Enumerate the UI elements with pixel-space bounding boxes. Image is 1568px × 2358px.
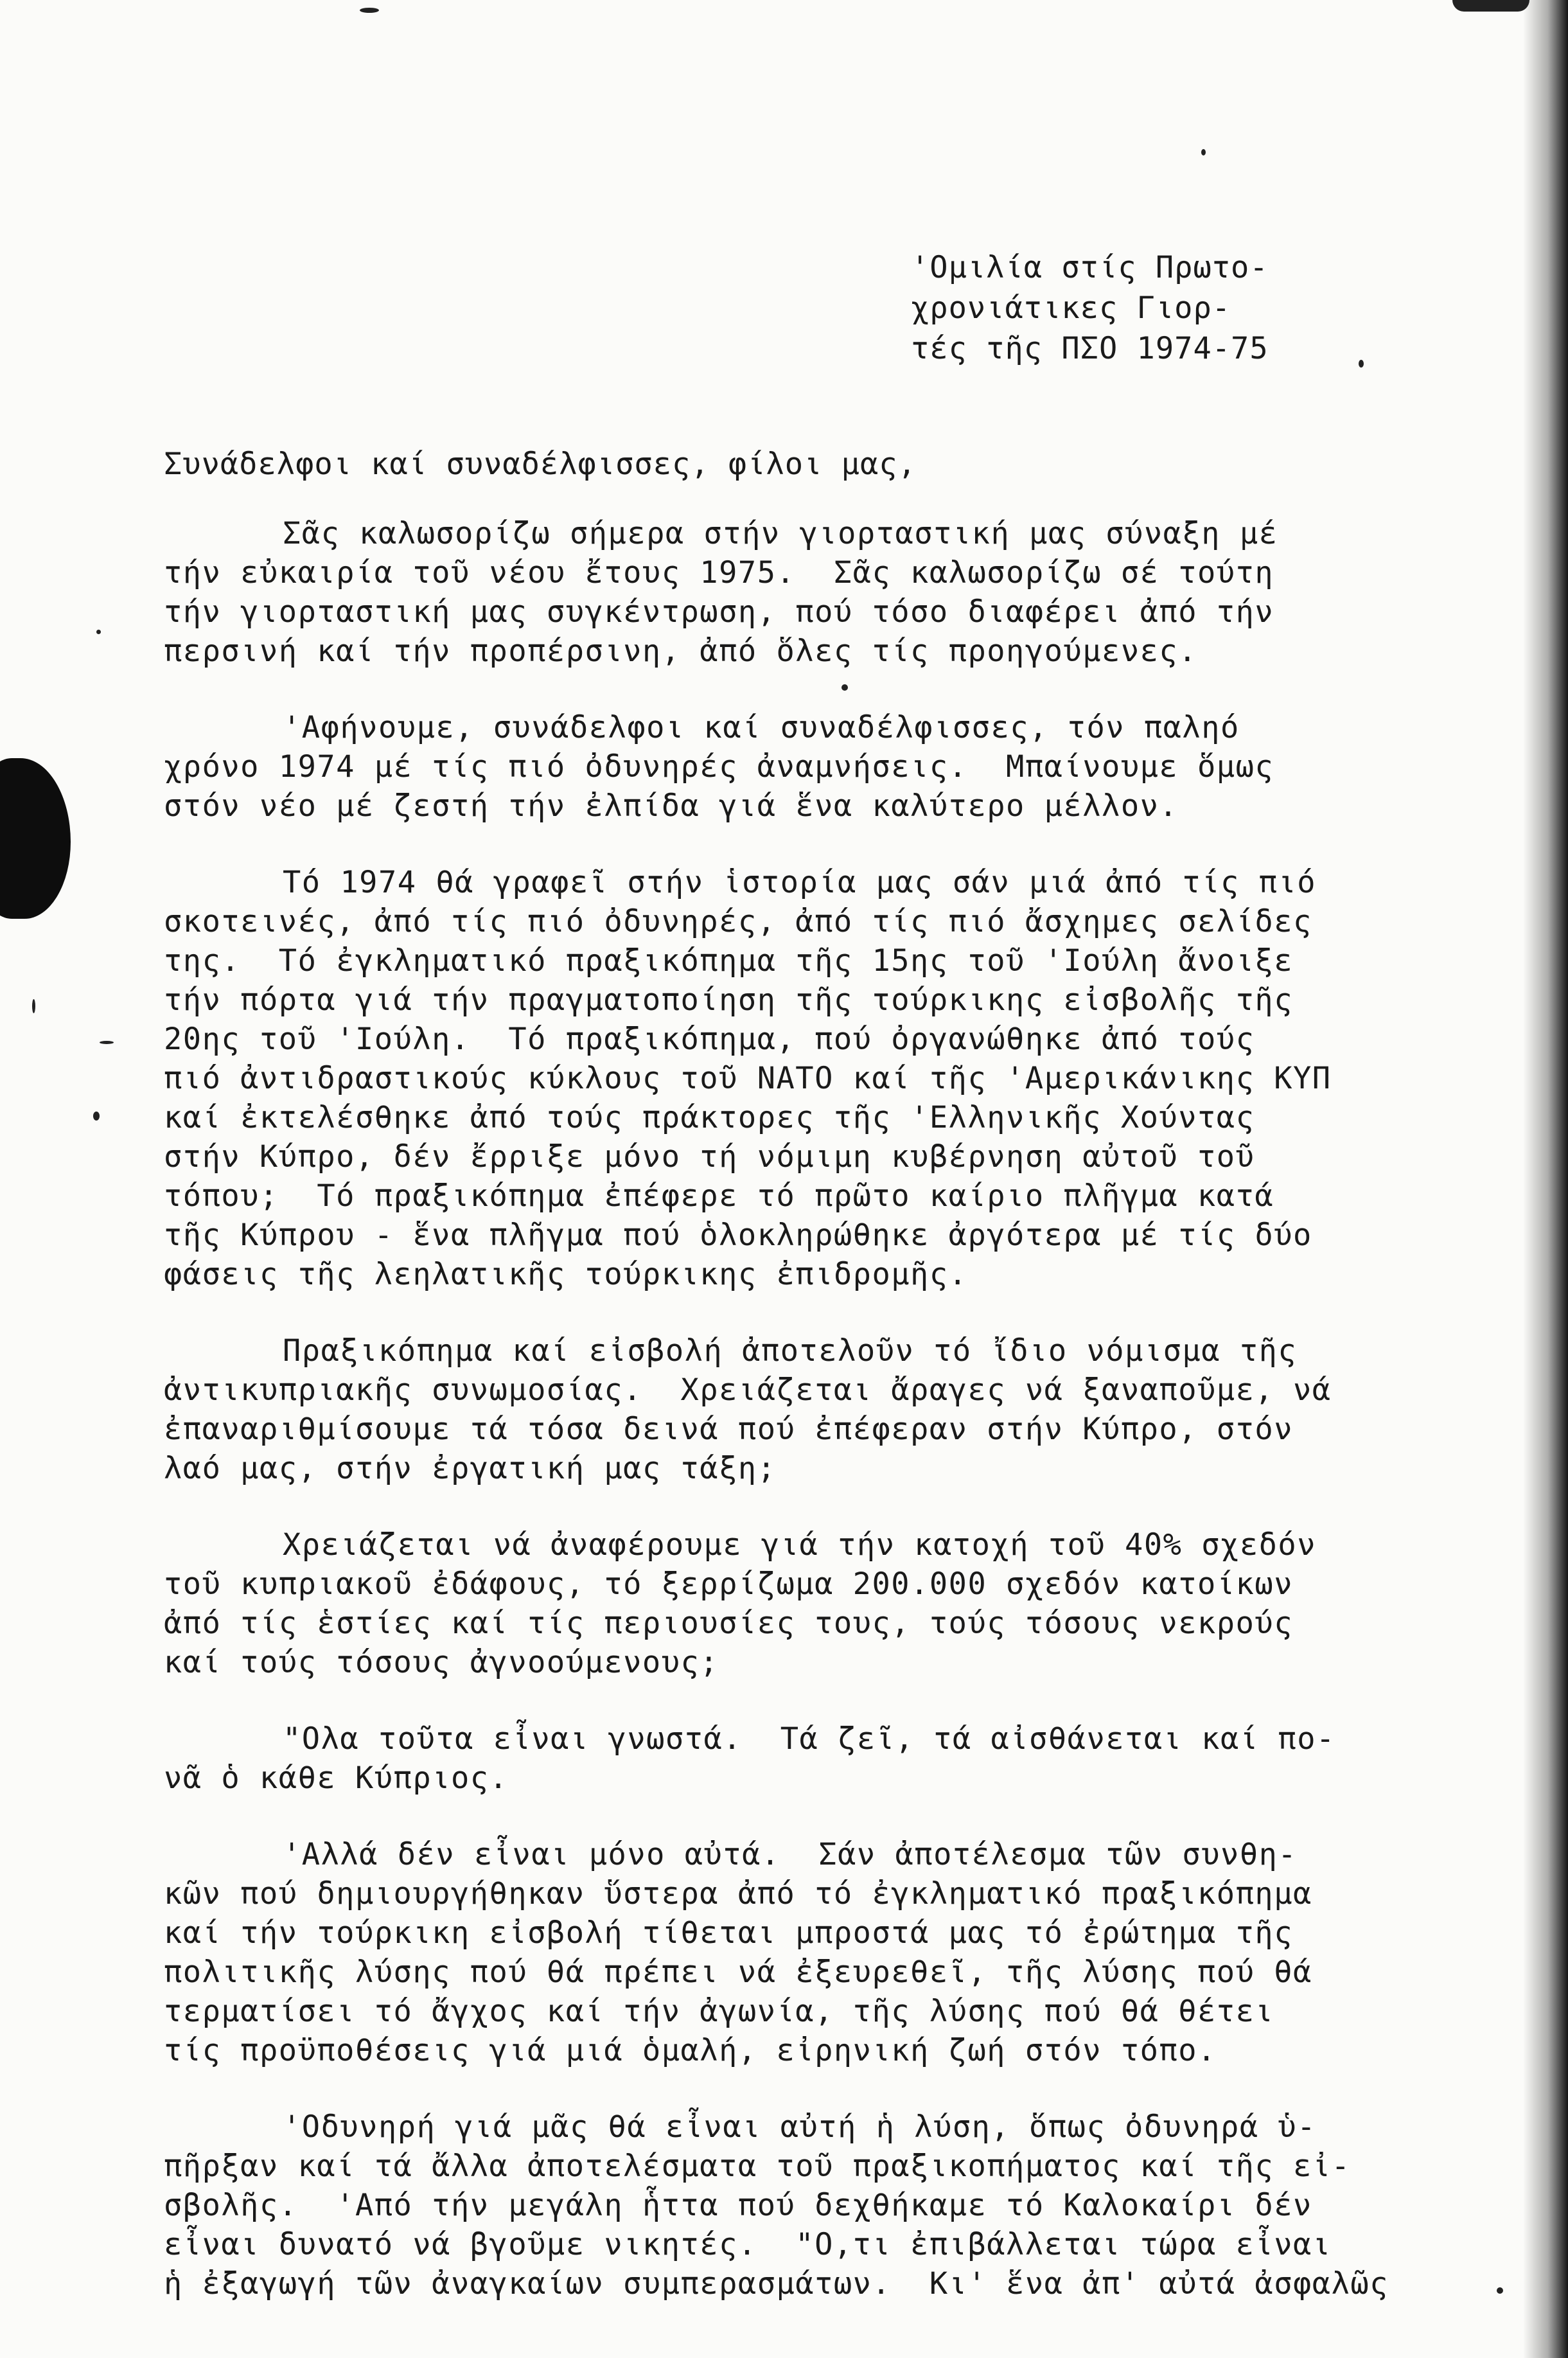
text-line: περσινή καί τήν προπέρσινη, ἀπό ὅλες τίς προηγούμενες. — [164, 634, 1198, 669]
text-line: σβολῆς. 'Από τήν μεγάλη ἧττα πού δεχθήκαμε τό Καλοκαίρι δέν — [164, 2188, 1312, 2223]
text-line: Τό 1974 θά γραφεῖ στήν ἱστορία μας σάν μιά ἀπό τίς πιό — [283, 865, 1317, 900]
text-line: 'Οδυνηρή γιά μᾶς θά εἶναι αὐτή ἡ λύση, ὅπως ὀδυνηρά ὑ- — [283, 2109, 1317, 2145]
text-line: τήν πόρτα γιά τήν πραγματοποίηση τῆς τούρκικης εἰσβολῆς τῆς — [164, 982, 1293, 1018]
heading-line: τές τῆς ΠΣΟ 1974-75 — [911, 331, 1269, 366]
text-line: τῆς Κύπρου - ἕνα πλῆγμα πού ὁλοκληρώθηκε ἀργότερα μέ τίς δύο — [164, 1218, 1312, 1253]
text-line: σκοτεινές, ἀπό τίς πιό ὀδυνηρές, ἀπό τίς πιό ἄσχημες σελίδες — [164, 904, 1312, 939]
scan-speck — [96, 630, 101, 634]
text-line: ἀπό τίς ἑστίες καί τίς περιουσίες τους, τούς τόσους νεκρούς — [164, 1606, 1293, 1641]
scan-speck — [100, 1041, 114, 1044]
scan-corner-mark — [1452, 0, 1529, 12]
paragraph — [164, 1835, 1481, 2070]
text-line: πολιτικῆς λύσης πού θά πρέπει νά ἐξευρεθεῖ, τῆς λύσης πού θά — [164, 1955, 1312, 1990]
text-line: Χρειάζεται νά ἀναφέρουμε γιά τήν κατοχή τοῦ 40% σχεδόν — [283, 1527, 1317, 1563]
text-line: 'Αλλά δέν εἶναι μόνο αὐτά. Σάν ἀποτέλεσμα τῶν συνθη- — [283, 1837, 1298, 1872]
text-line: κῶν πού δημιουργήθηκαν ὕστερα ἀπό τό ἐγκληματικό πραξικόπημα — [164, 1876, 1312, 1911]
text-line: της. Τό ἐγκληματικό πραξικόπημα τῆς 15ης τοῦ 'Ιούλη ἄνοιξε — [164, 943, 1293, 979]
text-line: τήν γιορταστική μας συγκέντρωση, πού τόσο διαφέρει ἀπό τήν — [164, 594, 1274, 630]
text-line: "Ολα τοῦτα εἶναι γνωστά. Τά ζεῖ, τά αἰσθάνεται καί πο- — [283, 1721, 1335, 1757]
text-line: καί ἐκτελέσθηκε ἀπό τούς πράκτορες τῆς 'Ελληνικῆς Χούντας — [164, 1100, 1255, 1135]
text-line: τερματίσει τό ἄγχος καί τήν ἀγωνία, τῆς λύσης πού θά θέτει — [164, 1994, 1274, 2029]
text-line: καί τήν τούρκικη εἰσβολή τίθεται μπροστά μας τό ἐρώτημα τῆς — [164, 1915, 1293, 1951]
text-line: στόν νέο μέ ζεστή τήν ἐλπίδα γιά ἕνα καλύτερο μέλλον. — [164, 788, 1179, 824]
text-line: τοῦ κυπριακοῦ ἐδάφους, τό ξερρίζωμα 200.000 σχεδόν κατοίκων — [164, 1566, 1293, 1602]
paragraph — [164, 1719, 1481, 1798]
scan-speck — [1201, 149, 1206, 155]
text-line: τήν εὐκαιρία τοῦ νέου ἔτους 1975. Σᾶς καλωσορίζω σέ τούτη — [164, 555, 1274, 590]
paragraph — [164, 514, 1481, 671]
text-line: ἀντικυπριακῆς συνωμοσίας. Χρειάζεται ἄραγες νά ξαναποῦμε, νά — [164, 1372, 1332, 1408]
salutation: Συνάδελφοι καί συναδέλφισσες, φίλοι μας, — [164, 447, 917, 482]
text-line: χρόνο 1974 μέ τίς πιό ὀδυνηρές ἀναμνήσεις. Μπαίνουμε ὅμως — [164, 749, 1274, 785]
text-line: εἶναι δυνατό νά βγοῦμε νικητές. "Ο,τι ἐπιβάλλεται τώρα εἶναι — [164, 2227, 1332, 2262]
text-line: τόπου; Τό πραξικόπημα ἐπέφερε τό πρῶτο καίριο πλῆγμα κατά — [164, 1178, 1274, 1214]
scan-speck — [1497, 2287, 1503, 2294]
paragraph — [164, 2107, 1481, 2303]
paragraph — [164, 863, 1481, 1294]
heading-line: 'Ομιλία στίς Πρωτο- — [911, 250, 1269, 285]
binding-hole-mark — [0, 758, 71, 919]
text-line: λαό μας, στήν ἐργατική μας τάξη; — [164, 1451, 777, 1486]
text-line: 'Αφήνουμε, συνάδελφοι καί συναδέλφισσες, τόν παληό — [283, 710, 1240, 745]
text-line: πῆρξαν καί τά ἄλλα ἀποτελέσματα τοῦ πραξικοπήματος καί τῆς εἰ- — [164, 2149, 1351, 2184]
paragraph — [164, 1525, 1481, 1682]
speech-heading — [911, 247, 1361, 369]
text-line: 20ης τοῦ 'Ιούλη. Τό πραξικόπημα, πού ὀργανώθηκε ἀπό τούς — [164, 1022, 1255, 1057]
heading-line: χρονιάτικες Γιορ- — [911, 290, 1231, 326]
paragraph — [164, 1331, 1481, 1488]
text-line: καί τούς τόσους ἀγνοούμενους; — [164, 1645, 719, 1680]
text-line: πιό ἀντιδραστικούς κύκλους τοῦ ΝΑΤΟ καί τῆς 'Αμερικάνικης ΚΥΠ — [164, 1061, 1332, 1096]
scan-edge-shadow — [1523, 0, 1568, 2358]
text-line: Πραξικόπημα καί εἰσβολή ἀποτελοῦν τό ἴδιο νόμισμα τῆς — [283, 1333, 1298, 1369]
body-text — [164, 514, 1481, 2341]
scan-speck — [32, 999, 35, 1013]
text-line: φάσεις τῆς λεηλατικῆς τούρκικης ἐπιδρομῆς. — [164, 1257, 968, 1292]
text-line: τίς προϋποθέσεις γιά μιά ὁμαλή, εἰρηνική ζωή στόν τόπο. — [164, 2033, 1217, 2068]
paragraph — [164, 708, 1481, 826]
scan-speck — [93, 1112, 100, 1121]
text-line: Σᾶς καλωσορίζω σήμερα στήν γιορταστική μας σύναξη μέ — [283, 516, 1278, 551]
text-line: νᾶ ὁ κάθε Κύπριος. — [164, 1760, 509, 1796]
text-line: στήν Κύπρο, δέν ἔρριξε μόνο τή νόμιμη κυβέρνηση αὐτοῦ τοῦ — [164, 1139, 1255, 1175]
text-line: ἐπαναριθμίσουμε τά τόσα δεινά πού ἐπέφεραν στήν Κύπρο, στόν — [164, 1412, 1293, 1447]
scan-speck — [360, 8, 379, 13]
text-line: ἡ ἐξαγωγή τῶν ἀναγκαίων συμπερασμάτων. Κι' ἕνα ἀπ' αὐτά ἀσφαλῶς — [164, 2266, 1389, 2301]
